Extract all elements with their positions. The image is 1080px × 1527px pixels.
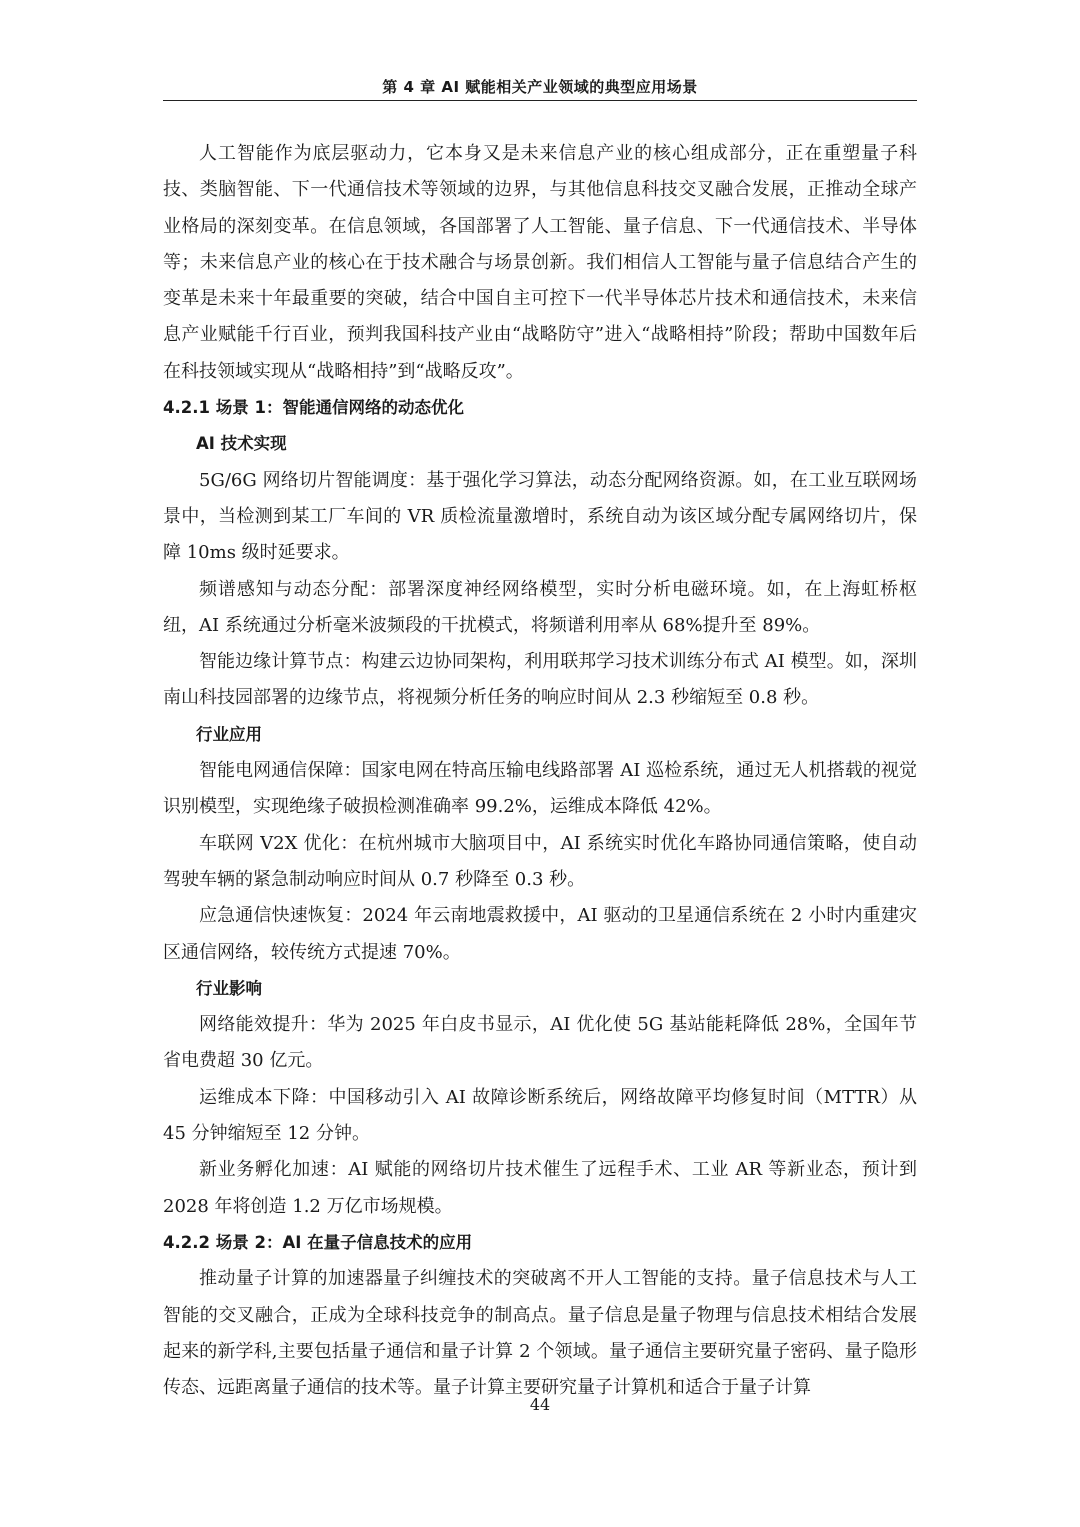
header-rule: [163, 100, 917, 101]
running-header: 第 4 章 AI 赋能相关产业领域的典型应用场景: [382, 78, 698, 96]
quantum-paragraph: 推动量子计算的加速器量子纠缠技术的突破离不开人工智能的支持。量子信息技术与人工智能的交叉融合，正成为全球科技竞争的制高点。量子信息是量子物理与信息技术相结合发展起来的新学科,主要包括量子通信和量子计算 2 个领域。量子通信主要研究量子密码、量子隐形传态、远距离量子通信的技术等。量子计算主要研究量子计算机和适合于量子计算: [163, 1268, 917, 1399]
intro-paragraph: 人工智能作为底层驱动力，它本身又是未来信息产业的核心组成部分，正在重塑量子科技、类脑智能、下一代通信技术等领域的边界，与其他信息科技交叉融合发展，正推动全球产业格局的深刻变革。在信息领域，各国部署了人工智能、量子信息、下一代通信技术、半导体等；未来信息产业的核心在于技术融合与场景创新。我们相信人工智能与量子信息结合产生的变革是未来十年最重要的突破，结合中国自主可控下一代半导体芯片技术和通信技术，未来信息产业赋能千行百业，预判我国科技产业由“战略防守”进入“战略相持”阶段；帮助中国数年后在科技领域实现从“战略相持”到“战略反攻”。: [163, 143, 917, 382]
tech-paragraph: 频谱感知与动态分配：部署深度神经网络模型，实时分析电磁环境。如，在上海虹桥枢纽，AI 系统通过分析毫米波频段的干扰模式，将频谱利用率从 68%提升至 89%。: [163, 578, 917, 636]
tech-paragraph: 智能边缘计算节点：构建云边协同架构，利用联邦学习技术训练分布式 AI 模型。如，深圳南山科技园部署的边缘节点，将视频分析任务的响应时间从 2.3 秒缩短至 0.8 秒。: [163, 651, 917, 709]
impact-paragraph: 新业务孵化加速：AI 赋能的网络切片技术催生了远程手术、工业 AR 等新业态，预计到 2028 年将创造 1.2 万亿市场规模。: [163, 1159, 917, 1217]
impact-paragraph: 网络能效提升：华为 2025 年白皮书显示，AI 优化使 5G 基站能耗降低 28%，全国年节省电费超 30 亿元。: [163, 1014, 917, 1072]
page-number: 44: [529, 1395, 551, 1414]
impact-paragraph: 运维成本下降：中国移动引入 AI 故障诊断系统后，网络故障平均修复时间（MTTR）从 45 分钟缩短至 12 分钟。: [163, 1086, 917, 1145]
subheading-industry-application: 行业应用: [196, 724, 262, 744]
section-heading-4-2-1: 4.2.1 场景 1：智能通信网络的动态优化: [163, 398, 464, 418]
application-paragraph: 智能电网通信保障：国家电网在特高压输电线路部署 AI 巡检系统，通过无人机搭载的视觉识别模型，实现绝缘子破损检测准确率 99.2%，运维成本降低 42%。: [163, 760, 917, 818]
application-paragraph: 应急通信快速恢复：2024 年云南地震救援中，AI 驱动的卫星通信系统在 2 小时内重建灾区通信网络，较传统方式提速 70%。: [163, 905, 917, 963]
subheading-industry-impact: 行业影响: [196, 978, 262, 998]
section-heading-4-2-2: 4.2.2 场景 2：AI 在量子信息技术的应用: [163, 1232, 473, 1252]
page-body: [163, 136, 917, 1406]
application-paragraph: 车联网 V2X 优化：在杭州城市大脑项目中，AI 系统实时优化车路协同通信策略，使自动驾驶车辆的紧急制动响应时间从 0.7 秒降至 0.3 秒。: [163, 832, 917, 890]
subheading-ai-tech: AI 技术实现: [196, 434, 287, 454]
tech-paragraph: 5G/6G 网络切片智能调度：基于强化学习算法，动态分配网络资源。如，在工业互联网场景中，当检测到某工厂车间的 VR 质检流量激增时，系统自动为该区域分配专属网络切片，保障 10ms 级时延要求。: [163, 469, 917, 564]
